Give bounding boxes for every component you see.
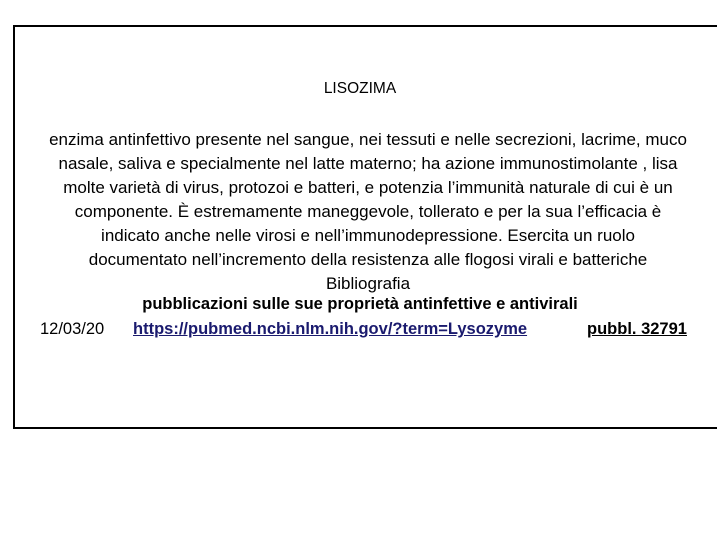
description-text — [18, 128, 718, 296]
body-line: enzima antinfettivo presente nel sangue, nei tessuti e nelle secrezioni, lacrime, muco — [49, 130, 687, 149]
bibliography-label: Bibliografia — [325, 274, 411, 293]
reference-date: 12/03/20 — [40, 320, 105, 338]
body-line: documentato nell’incremento della resistenza alle flogosi virali e batteriche — [88, 250, 648, 269]
body-line: componente. È estremamente maneggevole, tollerato e per la sua l’efficacia è — [74, 202, 662, 221]
body-line: indicato anche nelle virosi e nell’immunodepressione. Esercita un ruolo — [101, 226, 635, 245]
pubmed-link[interactable]: https://pubmed.ncbi.nlm.nih.gov/?term=Lysozyme — [133, 320, 528, 338]
page-title: LISOZIMA — [323, 80, 397, 97]
publication-count: pubbl. 32791 — [587, 320, 687, 338]
publications-heading: pubblicazioni sulle sue proprietà antinfettive e antivirali — [142, 295, 578, 313]
body-line: nasale, saliva e specialmente nel latte materno; ha azione immunostimolante , lisa — [58, 154, 678, 173]
body-line: molte varietà di virus, protozoi e batteri, e potenzia l’immunità naturale di cui è un — [63, 178, 673, 197]
